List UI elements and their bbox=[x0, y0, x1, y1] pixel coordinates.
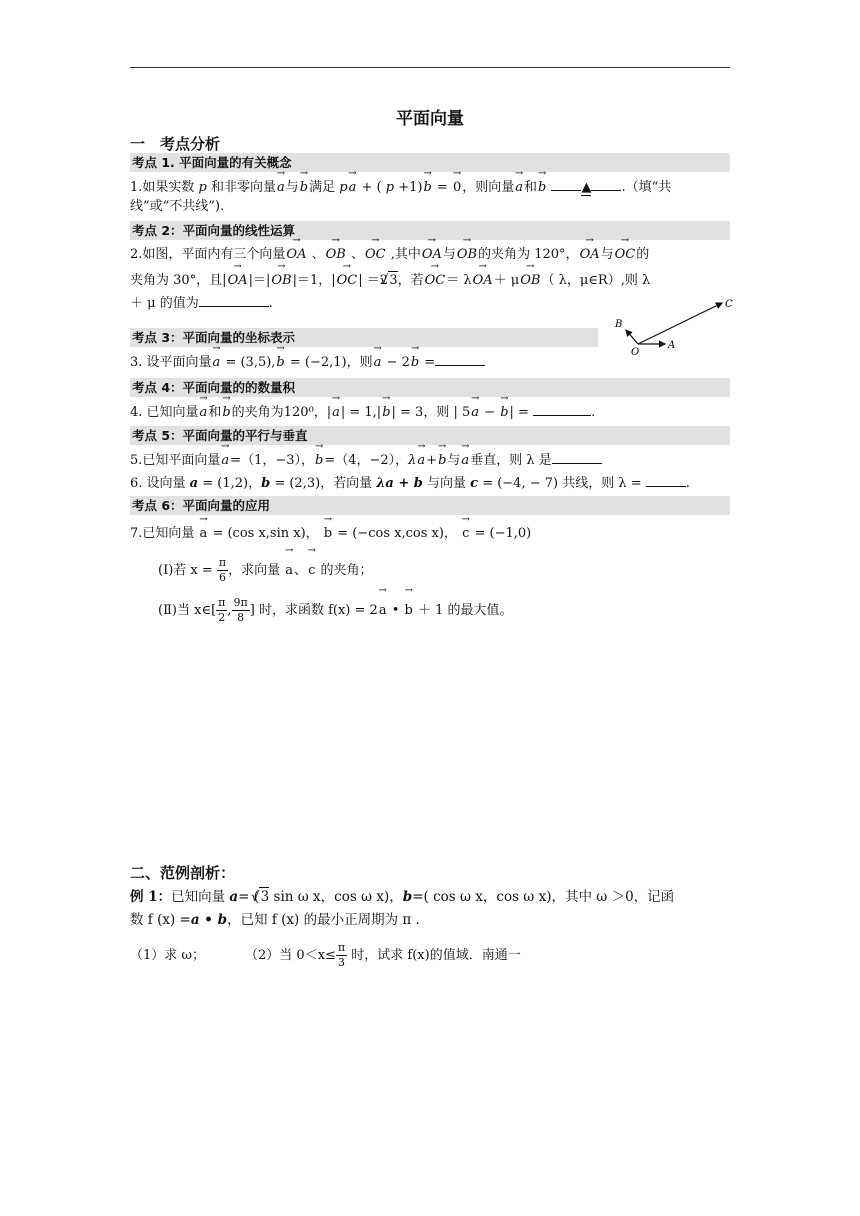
question-2-line2: 夹角为 30°，且|→ OA|＝|→ OB|＝1，|→ OC| ＝2√ 3，若→ OC＝ λ→ OA＋ μ→ OB（ λ，μ∈R）,则 λ bbox=[130, 271, 650, 290]
example-1-parts: （1）求 ω； （2）当 0＜x≤ $\frac{\pi}{3}$ 时，试求 f(x)的值域．南通一 bbox=[130, 941, 521, 969]
point-a-label: A bbox=[668, 340, 676, 351]
point-1-bar: 考点 1. 平面向量的有关概念 bbox=[130, 153, 730, 172]
point-o-label: O bbox=[631, 347, 640, 357]
section-heading-examples: 二、范例剖析： bbox=[130, 864, 236, 882]
point-c-label: C bbox=[725, 299, 733, 310]
question-7: 7.已知向量 → a = (cos x,sin x)， → b = (−cos x,cos x)， → c = (−1,0) bbox=[130, 525, 531, 543]
point-3-bar: 考点 3：平面向量的坐标表示 bbox=[130, 328, 598, 347]
question-5: 5.已知平面向量→ a=（1，−3），→ b=（4，−2），λ→ a+→ b与→ a垂直，则 λ 是 bbox=[130, 451, 602, 470]
vector-ob-arrow bbox=[626, 330, 638, 344]
example-1-line2: 数 f (x) =a • b，已知 f (x) 的最小正周期为 π . bbox=[130, 912, 420, 928]
header-rule bbox=[130, 67, 730, 68]
section-heading-analysis: 一 考点分析 bbox=[130, 135, 221, 153]
question-2-line3: ＋ μ 的值为 . bbox=[130, 296, 273, 311]
vector-figure bbox=[610, 295, 740, 357]
question-1-cont: 线”或“不共线”). bbox=[130, 199, 225, 214]
answer-triangle-icon: ▲ bbox=[581, 180, 592, 195]
question-3: 3. 设平面向量→ a = (3,5),→ b = (−2,1)，则→ a − 2→ b = bbox=[130, 353, 485, 372]
question-2: 2.如图，平面内有三个向量→ OA 、→ OB 、→ OC ,其中→ OA与→ OB的夹角为 120°，→ OA与→ OC的 bbox=[130, 246, 649, 264]
point-4-bar: 考点 4：平面向量的的数量积 bbox=[130, 378, 730, 397]
point-b-label: B bbox=[615, 319, 623, 330]
point-6-bar: 考点 6：平面向量的应用 bbox=[130, 496, 730, 515]
question-7-part2: (Ⅱ)当 x∈[ $\frac{\pi}{2}$ , $\frac{9\pi}{8}$ ] 时，求函数 f(x) = 2→ a • → b ＋ 1 的最大值。 bbox=[158, 596, 513, 626]
vector-oc-arrow bbox=[638, 303, 722, 344]
question-4: 4. 已知向量→ a和→ b的夹角为120⁰，|→ a| = 1,|→ b| = 3，则 | 5→ a − → b| = . bbox=[130, 403, 595, 422]
question-6: 6. 设向量 a = (1,2)，b = (2,3)，若向量 λa + b 与向量 c = (−4, − 7) 共线，则 λ = . bbox=[130, 476, 690, 491]
point-2-bar: 考点 2：平面向量的线性运算 bbox=[130, 221, 730, 240]
question-7-part1: (Ⅰ)若 x = $\frac{\pi}{6}$ ，求向量 → a、→ c 的夹角； bbox=[158, 556, 372, 586]
page-title: 平面向量 bbox=[396, 109, 464, 129]
question-1: 1.如果实数 p 和非零向量→ a与→ b满足 p→ a + ( p +1)→ b = → 0，则向量→ a和→ b ▲ .（填“共 bbox=[130, 178, 671, 197]
point-5-bar: 考点 5：平面向量的平行与垂直 bbox=[130, 426, 730, 445]
example-1: 例 1：已知向量 a= (√ 3 sin ω x，cos ω x)，b=( cos ω x，cos ω x)，其中 ω ＞0，记函 bbox=[130, 887, 674, 906]
